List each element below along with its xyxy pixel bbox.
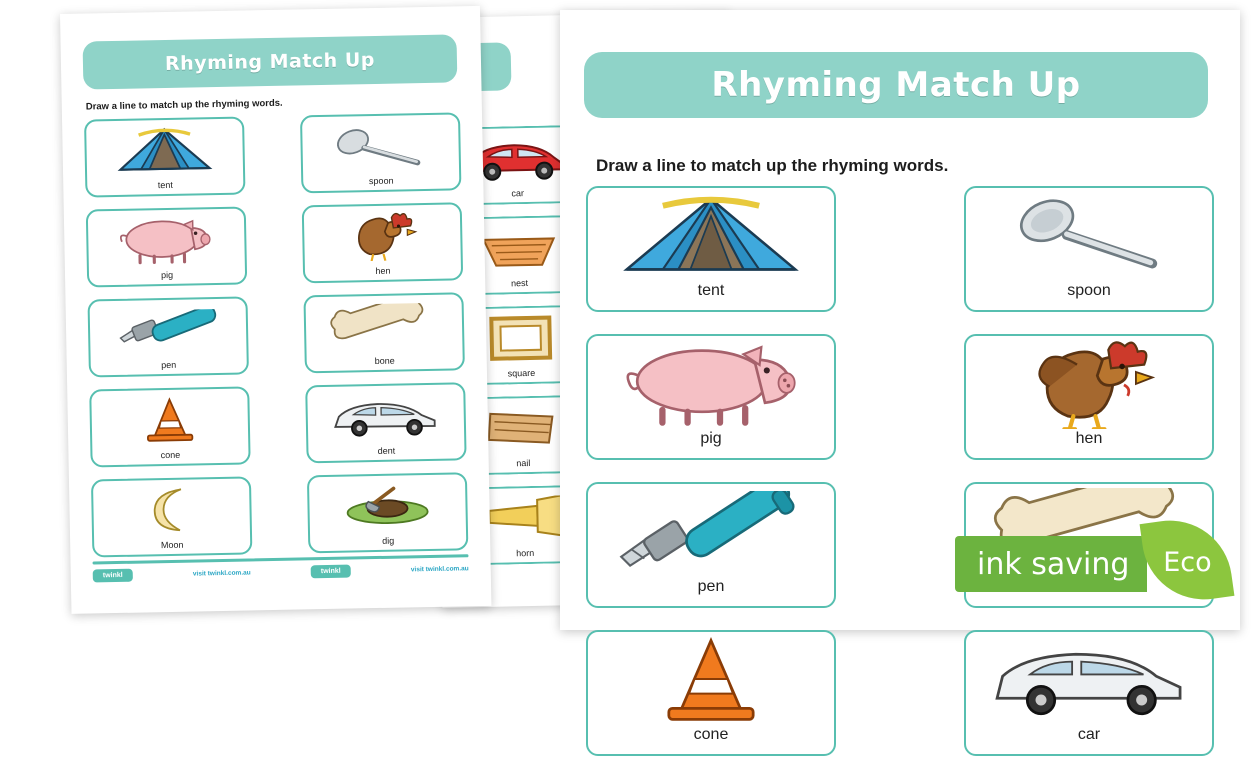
word-card-cone[interactable] [586,630,836,756]
pen-icon [588,484,834,578]
word-card-label: square [507,367,536,379]
ink-saving-label: ink saving [955,536,1147,592]
footer-note-left: visit twinkl.com.au [192,569,251,578]
word-card-label: car [511,188,525,199]
word-card[interactable] [305,382,466,463]
word-card-label: nest [510,278,529,289]
tent-icon [588,188,834,282]
hen-icon [966,336,1212,430]
twinkl-logo: twinkl [93,569,133,583]
word-card-label: bone [374,355,395,367]
word-card[interactable] [91,476,252,557]
car-icon [966,632,1212,726]
mid-instruction: Draw a line to match up the rhyming words. [85,97,283,113]
spoon-icon [966,188,1212,282]
instruction-text: Draw a line to match up the rhyming words. [596,156,949,175]
word-card[interactable] [303,292,464,373]
word-card-label: tent [157,179,173,191]
hen-icon [304,204,461,267]
word-card-label: car [1077,726,1101,743]
eco-leaf-badge [1139,516,1235,612]
word-card-label: pig [160,269,174,281]
word-card[interactable] [89,386,250,467]
mid-banner [83,34,458,89]
eco-label: Eco [1163,546,1212,578]
tent-icon [86,119,243,182]
word-card[interactable] [86,206,247,287]
mid-card-grid [84,112,469,569]
pen-icon [90,298,247,361]
front-banner [584,52,1208,118]
word-card-label: horn [516,547,535,559]
cone-icon [91,388,248,451]
word-card-label: dent [377,445,396,456]
word-card-label: tent [697,282,725,299]
spoon-icon [302,114,459,177]
word-card-spoon[interactable] [964,186,1214,312]
word-card-label: spoon [1067,282,1111,299]
pig-icon [88,209,245,272]
twinkl-logo-secondary: twinkl [311,565,351,579]
eco-ink-saving-watermark [955,531,1260,597]
word-card-label: hen [1075,430,1103,447]
word-card-label: Moon [160,539,184,551]
word-card-label: cone [160,449,181,461]
page-title: Rhyming Match Up [711,65,1081,105]
word-card-label: spoon [368,175,394,187]
dig-icon [309,474,466,537]
word-card[interactable] [307,472,468,553]
word-card-label: hen [375,265,391,276]
bone-icon [305,294,462,357]
word-card[interactable] [84,116,245,197]
mid-page-title: Rhyming Match Up [164,48,376,75]
word-card-label: pig [700,430,722,447]
cone-icon [588,632,834,726]
word-card-label: pen [161,359,177,371]
word-card-label: dig [382,535,395,546]
word-card-label: cone [693,726,729,743]
word-card-tent[interactable] [586,186,836,312]
word-card-label: pen [697,578,725,595]
word-card-car[interactable] [964,630,1214,756]
word-card-hen[interactable] [964,334,1214,460]
car-icon [307,384,464,447]
worksheet-middle-page [60,6,491,614]
word-card-pig[interactable] [586,334,836,460]
word-card[interactable] [87,296,248,377]
footer-note-right: visit twinkl.com.au [410,565,469,574]
moon-icon [93,478,250,541]
word-card[interactable] [300,112,461,193]
word-card-label: nail [516,457,531,469]
pig-icon [588,336,834,430]
word-card-pen[interactable] [586,482,836,608]
word-card[interactable] [302,202,463,283]
card-grid [586,186,1214,778]
